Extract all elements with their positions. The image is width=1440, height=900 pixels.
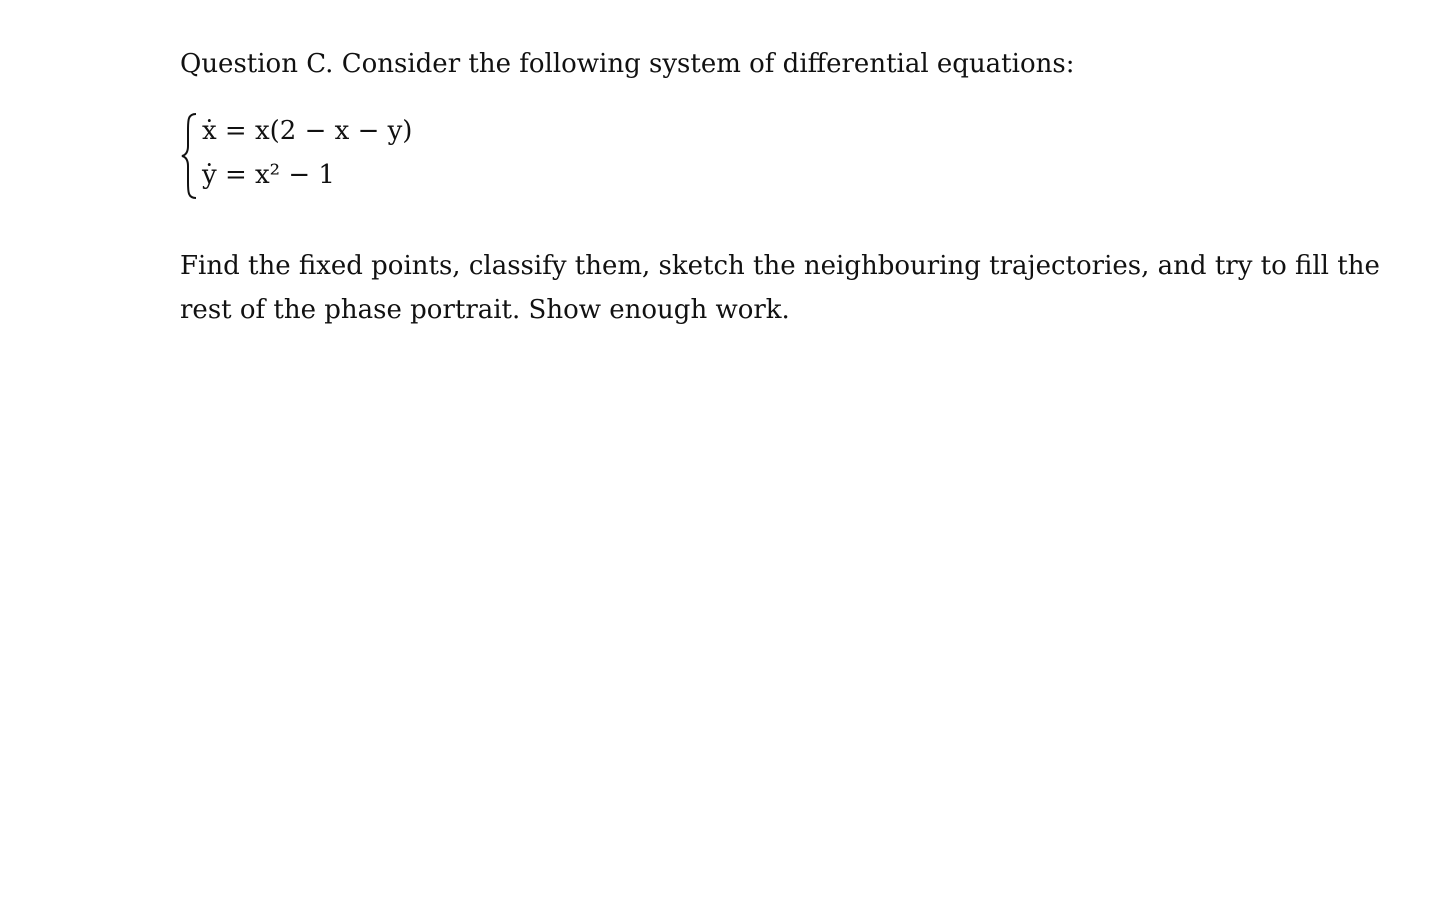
- equation-y-dot: ẏ = x² − 1: [202, 160, 335, 190]
- instructions-line-1: Find the fixed points, classify them, sketch the neighbouring trajectories, and try to fill the: [180, 251, 1380, 281]
- question-heading: Question C. Consider the following system of differential equations:: [180, 49, 1075, 79]
- equation-x-dot: ẋ = x(2 − x − y): [202, 116, 413, 146]
- left-brace-icon: [180, 112, 198, 200]
- instructions-line-2: rest of the phase portrait. Show enough work.: [180, 295, 790, 325]
- equation-system: [180, 112, 540, 202]
- instructions-paragraph: [180, 244, 1380, 332]
